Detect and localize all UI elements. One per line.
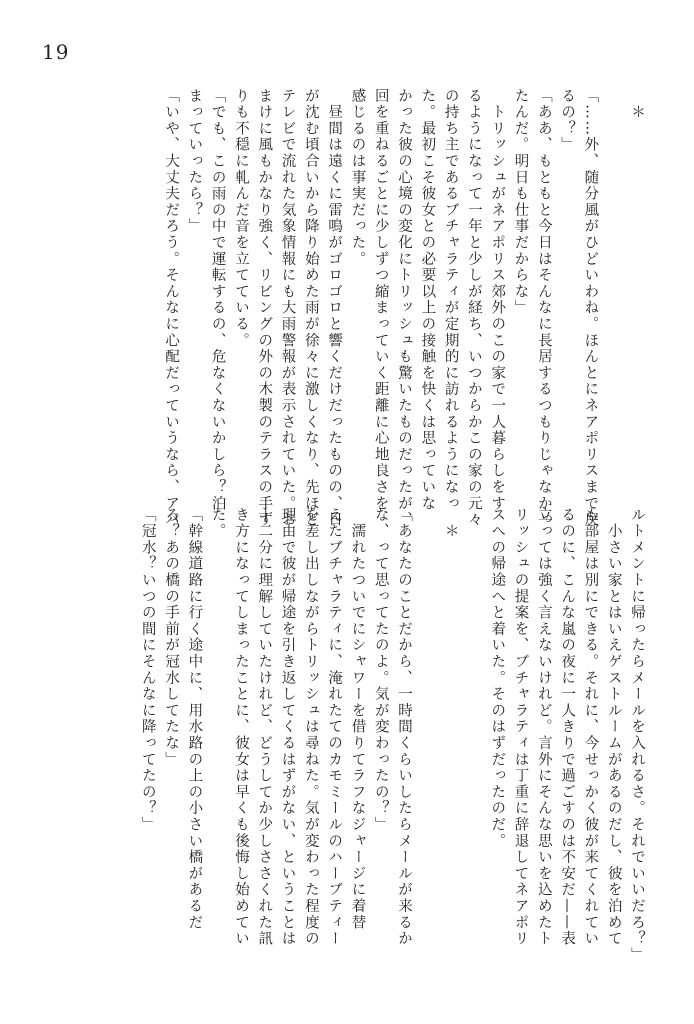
- text-line: 「あなたのことだから、一時間くらいしたらメールが来るか: [396, 507, 413, 948]
- text-line: [462, 507, 485, 937]
- text-line: りも不穏に軋んだ音を立てている。: [232, 88, 249, 349]
- text-line: た。: [209, 507, 226, 540]
- text-line: 理由で彼が帰途を引き返してくるはずがない、ということは: [279, 507, 296, 948]
- text-line: ろ？あの橋の手前が冠水してたな」: [163, 507, 180, 768]
- text-line: 十二分に理解していたけれど、どうしてか少しささくれた訊: [256, 507, 273, 948]
- top-text-block: [159, 88, 648, 529]
- text-line: るようになって一年と少しが経ち、いつからかこの家の元々: [465, 88, 482, 529]
- text-line: ルトメントに帰ったらメールを入れるさ。それでいいだろ？」: [629, 507, 645, 964]
- text-line: 「でも、この雨の中で運転するの、危なくないかしら？泊: [209, 88, 226, 512]
- text-line: まっていったら？」: [186, 88, 203, 235]
- text-line: リッシュの提案を、ブチャラティは丁重に辞退してネアポリ: [512, 507, 529, 948]
- text-line: 「ああ、もともと今日はそんなに長居するつもりじゃなかっ: [535, 88, 552, 529]
- text-line: まけに風もかなり強く、リビングの外の木製のテラスの手す: [256, 88, 273, 529]
- bottom-text-block: [135, 507, 648, 964]
- text-line: 「いや、大丈夫だろう。そんなに心配だっていうなら、アパ: [163, 88, 180, 529]
- text-line: かった彼の心境の変化にトリッシュも驚いたものだったが、: [396, 88, 413, 529]
- text-line: えたブチャラティに、淹れたてのカモミールのハーブティー: [326, 507, 343, 948]
- text-line: 昼間は遠くに雷鳴がゴロゴロと響くだけだったものの、日: [326, 88, 343, 529]
- text-line: 立っては強く言えないけれど。言外にそんな思いを込めたト: [535, 507, 552, 948]
- text-line: た。最初こそ彼女との必要以上の接触を快くは思っていな: [419, 88, 436, 512]
- text-line: の持ち主であるブチャラティが定期的に訪れるようになっ: [442, 88, 459, 512]
- text-line: 「……外、随分風がひどいわね。ほんとにネアポリスまで戻: [582, 88, 599, 529]
- text-line: な、って思ってたのよ。気が変わったの？」: [372, 507, 389, 833]
- text-line: も部屋は別にできる。それに、今せっかく彼が来てくれてい: [582, 507, 599, 948]
- text-line: ＊: [629, 88, 645, 121]
- text-line: ＊: [442, 507, 459, 540]
- text-line: スへの帰途へと着いた。そのはずだったのだ。: [489, 507, 506, 850]
- text-line: トリッシュがネアポリス郊外のこの家で一人暮らしをす: [489, 88, 506, 512]
- text-line: るのに、こんな嵐の夜に一人きりで過ごすのは不安だ——表: [559, 507, 576, 948]
- text-line: 小さい家とはいえゲストルームがあるのだし、彼を泊めて: [605, 507, 622, 948]
- text-line: たんだ。明日も仕事だからな」: [512, 88, 529, 317]
- text-line: 濡れたついでにシャワーを借りてラフなジャージに着替: [349, 507, 366, 931]
- page-number: 19: [42, 40, 70, 64]
- text-line: 「冠水？いつの間にそんなに降ってたの？」: [139, 507, 156, 833]
- text-line: るの？」: [559, 88, 576, 154]
- text-line: [415, 507, 438, 937]
- text-line: が沈む頃合いから降り始めた雨が徐々に激しくなり、先ほど: [302, 88, 319, 529]
- text-line: 感じるのは事実だった。: [349, 88, 366, 268]
- text-line: [601, 88, 624, 508]
- text-line: テレビで流れた気象情報にも大雨警報が表示されていた。お: [279, 88, 296, 529]
- text-line: 回を重ねるごとに少しずつ縮まっていく距離に心地良さを: [372, 88, 389, 512]
- text-line: を差し出しながらトリッシュは尋ねた。気が変わった程度の: [302, 507, 319, 948]
- text-line: き方になってしまったことに、彼女は早くも後悔し始めてい: [232, 507, 249, 948]
- text-line: 「幹線道路に行く途中に、用水路の上の小さい橋があるだ: [186, 507, 203, 931]
